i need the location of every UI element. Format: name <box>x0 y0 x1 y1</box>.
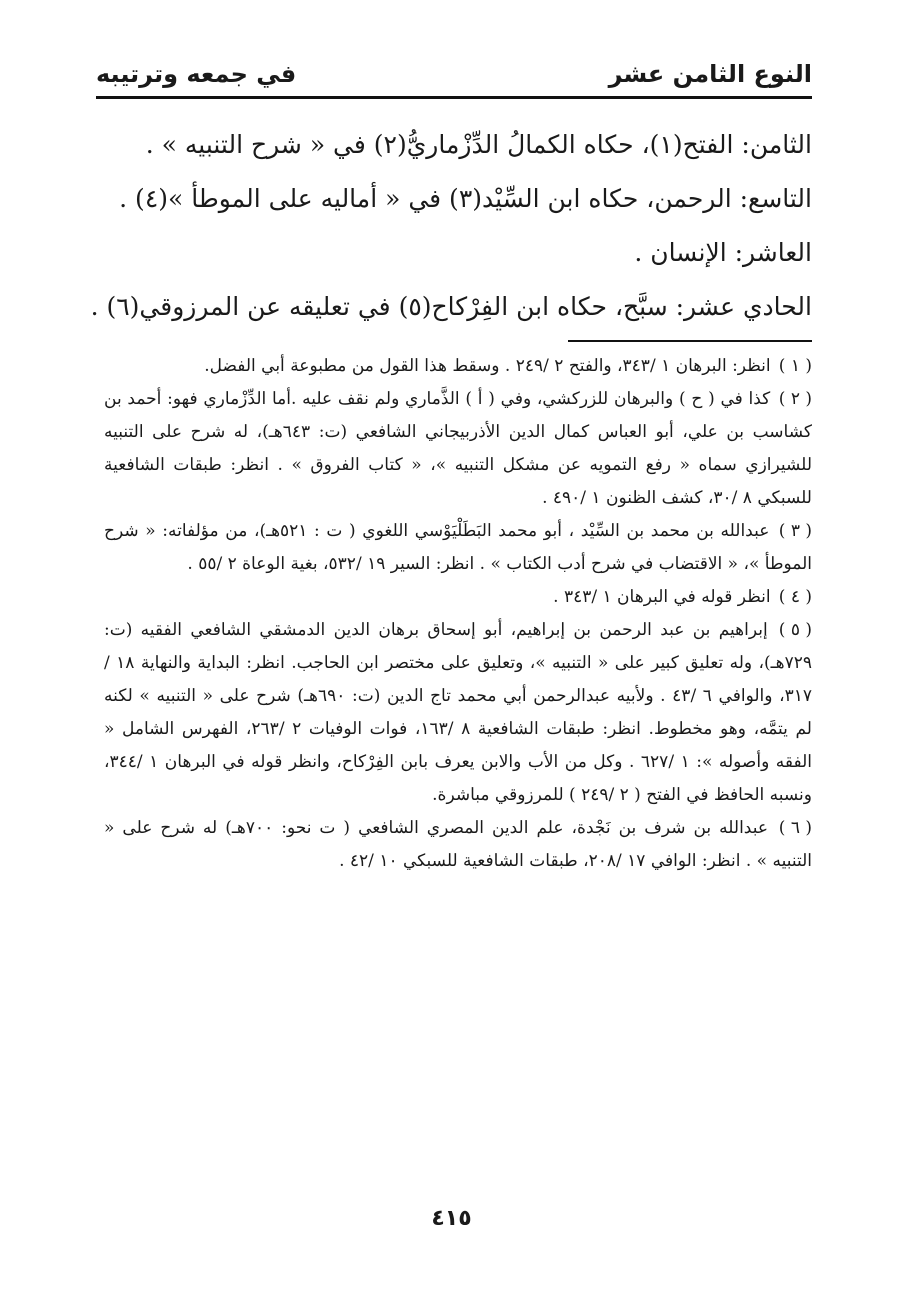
footnote-text: انظر قوله في البرهان ١ /٣٤٣ . <box>553 587 771 607</box>
footnote-text: انظر: البرهان ١ /٣٤٣، والفتح ٢ /٢٤٩ . وسقط هذا القول من مطبوعة أبي الفضل. <box>204 356 771 376</box>
footnote-number: ( ١ ) <box>778 356 812 376</box>
footnote-number: ( ٤ ) <box>778 587 812 607</box>
footnote-separator <box>568 340 812 342</box>
running-header <box>96 54 812 94</box>
footnote-3 <box>104 515 812 581</box>
footnote-text: كذا في ( ح ) والبرهان للزركشي، وفي ( أ ) الذَّماري ولم نقف عليه .أما الدِّزْماري فهو: أحمد بن كشاسب بن علي، أبو العباس كمال الدين الأذربيجاني الشافعي (ت: ٦٤٣هـ)، له شرح على التنبيه للشيرازي سماه « رفع التمويه عن مشكل التنبيه »، « كتاب الفروق » . انظر: طبقات الشافعية للسبكي ٨ /٣٠، كشف الظنون ١ /٤٩٠ . <box>104 389 812 508</box>
footnote-number: ( ٦ ) <box>778 818 812 838</box>
footnote-number: ( ٣ ) <box>778 521 812 541</box>
footnote-number: ( ٥ ) <box>778 620 812 640</box>
footnote-2 <box>104 383 812 515</box>
footnotes <box>104 350 812 878</box>
main-text <box>90 118 812 334</box>
footnote-4 <box>104 581 812 614</box>
footnote-5 <box>104 614 812 812</box>
main-line-8: الثامن: الفتح(١)، حكاه الكمالُ الدِّزْماريُّ(٢) في « شرح التنبيه » . <box>145 130 812 159</box>
header-rule <box>96 96 812 99</box>
footnote-number: ( ٢ ) <box>778 389 813 409</box>
main-line-10: العاشر: الإنسان . <box>634 238 812 267</box>
footnote-1 <box>104 350 812 383</box>
footnote-text: إبراهيم بن عبد الرحمن بن إبراهيم، أبو إسحاق برهان الدين الدمشقي الشافعي الفقيه (ت: ٧٢٩هـ)، وله تعليق كبير على « التنبيه »، وتعليق على مختصر ابن الحاجب. انظر: البداية والنهاية ١٨ /٣١٧، والوافي ٦ /٤٣ . ولأبيه عبدالرحمن أبي محمد تاج الدين (ت: ٦٩٠هـ) شرح على « التنبيه » لكنه لم يتمَّه، وهو مخطوط. انظر: طبقات الشافعية ٨ /١٦٣، فوات الوفيات ٢ /٢٦٣، الفهرس الشامل « الفقه وأصوله »: ١ /٦٢٧ . وكل من الأب والابن يعرف بابن الفِرْكاح، وانظر قوله في البرهان ١ /٣٤٤، ونسبه الحافظ في الفتح ( ٢ /٢٤٩ ) للمرزوقي مباشرة. <box>104 620 813 805</box>
page-number: ٤١٥ <box>431 1206 472 1231</box>
main-line-9: التاسع: الرحمن، حكاه ابن السِّيْد(٣) في « أماليه على الموطأ »(٤) . <box>119 184 812 213</box>
section-title: في جمعه وترتيبه <box>96 60 297 88</box>
footnote-text: عبدالله بن شرف بن نَجْدة، علم الدين المصري الشافعي ( ت نحو: ٧٠٠هـ) له شرح على « التنبيه » . انظر: الوافي ١٧ /٢٠٨، طبقات الشافعية للسبكي ١٠ /٤٢ . <box>104 818 812 871</box>
chapter-title: النوع الثامن عشر <box>608 60 812 88</box>
footnote-6 <box>104 812 812 878</box>
footnote-text: عبدالله بن محمد بن السِّيْد ، أبو محمد البَطَلْيَوْسي اللغوي ( ت : ٥٢١هـ)، من مؤلفاته: « شرح الموطأ »، « الاقتضاب في شرح أدب الكتاب » . انظر: السير ١٩ /٥٣٢، بغية الوعاة ٢ /٥٥ . <box>104 521 812 574</box>
main-line-11: الحادي عشر: سبَّح، حكاه ابن الفِرْكاح(٥) في تعليقه عن المرزوقي(٦) . <box>90 292 812 321</box>
